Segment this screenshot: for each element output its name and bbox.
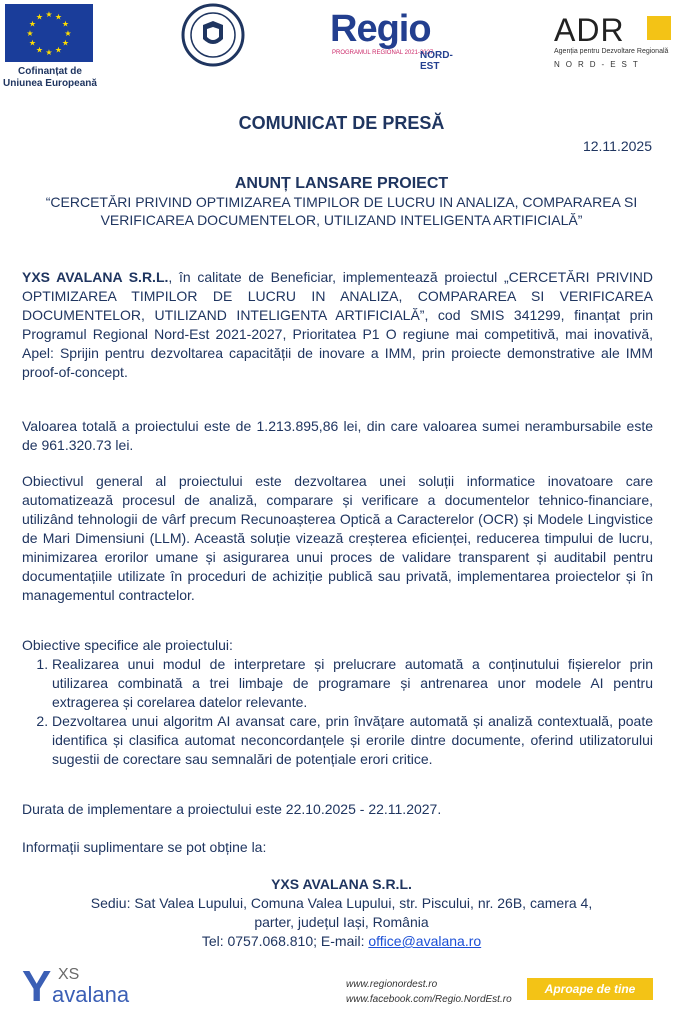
specific-objectives — [22, 636, 653, 769]
yxs-avalana-wordmark: avalana — [52, 982, 130, 1007]
list-item: 1. Realizarea unui modul de interpretare și prelucrare automată a conținutului fișierelor prin utilizarea combinată a trei limbaje de programare și antrenarea unor modele AI pentru extragerea și corelarea datelor relevante. — [52, 655, 653, 712]
svg-text:★: ★ — [61, 38, 70, 48]
yxs-avalana-logo — [22, 962, 172, 1014]
svg-text:★: ★ — [54, 12, 63, 22]
specific-objectives-title: Obiective specifice ale proiectului: — [22, 637, 233, 653]
regio-nord-est-label: NORD-EST — [420, 50, 453, 72]
yxs-y-letter: Y — [22, 962, 52, 1011]
regio-program-label: PROGRAMUL REGIONAL 2021-2027 — [332, 50, 434, 56]
adr-agency-label: Agenția pentru Dezvoltare Regională — [554, 48, 669, 55]
svg-text:★: ★ — [61, 19, 70, 29]
adr-yellow-square-icon — [647, 16, 671, 40]
adr-nord-est-label: NORD-EST — [554, 60, 644, 69]
project-title: “CERCETĂRI PRIVIND OPTIMIZAREA TIMPILOR DE LUCRU IN ANALIZA, COMPARAREA SI VERIFICAREA DOCUMENTELOR, UTILIZAND INTELIGENTA ARTIFICIALĂ” — [45, 194, 638, 228]
duration-paragraph: Durata de implementare a proiectului este 22.10.2025 - 22.11.2027. — [22, 801, 442, 817]
regio-logo — [330, 8, 470, 72]
footer-website-link[interactable]: www.regionordest.ro — [346, 979, 438, 990]
contact-phone-email — [0, 932, 683, 951]
eu-flag-logo — [5, 4, 93, 62]
objectives-list — [22, 655, 653, 769]
svg-text:★: ★ — [35, 45, 44, 55]
beneficiary-name: YXS AVALANA S.R.L. — [22, 269, 169, 285]
general-objective-paragraph: Obiectivul general al proiectului este dezvoltarea unei soluții informatice inovatoare care automatizează procesul de analiză, comparare și verificare a documentelor tehnico-financiare, utilizând tehnologii de vârf precum Recunoașterea Optică a Caracterelor (OCR) și Modele Lingvistice de Mari Dimensiuni (LLM). Această soluție vizează creșterea eficienței, reducerea timpului de lucru, minimizarea erorilor umane și asigurarea unui proces de validare transparent și auditabil pentru documentațiile utilizate în proceduri de achiziție publică sau privată, implementarea proiectelor și în managementul contractelor. — [22, 473, 653, 603]
contact-email-link[interactable]: office@avalana.ro — [368, 933, 482, 949]
eu-stars-icon — [5, 4, 93, 62]
list-item: 2. Dezvoltarea unui algoritm AI avansat care, prin învățare automată și analiză contextuală, poate identifica și clasifica automat neconcordanțele și erorile dintre documente, oferind utilizatorului sugestii de corectare sau semnalări de potențiale erori critice. — [52, 712, 653, 769]
svg-text:★: ★ — [28, 19, 37, 29]
svg-text:★: ★ — [35, 12, 44, 22]
svg-text:★: ★ — [28, 38, 37, 48]
contact-address-line-1: Sediu: Sat Valea Lupului, Comuna Valea Lupului, str. Piscului, nr. 26B, camera 4, — [90, 895, 593, 911]
svg-text:★: ★ — [64, 29, 72, 38]
announcement-heading: ANUNȚ LANSARE PROIECT — [234, 175, 449, 192]
contact-company: YXS AVALANA S.R.L. — [271, 876, 412, 892]
government-seal-icon — [181, 3, 245, 67]
more-info-paragraph: Informații suplimentare se pot obține la: — [22, 839, 267, 855]
regio-wordmark: Regio — [330, 8, 431, 50]
footer-links — [346, 977, 512, 1007]
contact-block — [0, 875, 683, 951]
contact-phone: Tel: 0757.068.810; E-mail: — [201, 933, 369, 949]
release-date: 12.11.2025 — [582, 138, 652, 154]
footer-slogan-badge: Aproape de tine — [527, 978, 653, 1000]
svg-text:★: ★ — [45, 48, 53, 57]
value-paragraph: Valoarea totală a proiectului este de 1.213.895,86 lei, din care valoarea sumei nerambursabile este de 961.320.73 lei. — [22, 418, 653, 453]
adr-logo — [554, 12, 679, 72]
intro-paragraph — [22, 268, 653, 382]
government-seal-logo — [181, 3, 245, 67]
footer-facebook-link[interactable]: www.facebook.com/Regio.NordEst.ro — [346, 994, 512, 1005]
yxs-xs-letters: XS — [58, 966, 80, 983]
svg-text:★: ★ — [54, 45, 63, 55]
contact-address-line-2: parter, județul Iași, România — [254, 914, 429, 930]
eu-caption: Cofinanțat de Uniunea Europeană — [3, 66, 97, 89]
intro-text: , în calitate de Beneficiar, implementează proiectul „CERCETĂRI PRIVIND OPTIMIZAREA TIMPILOR DE LUCRU IN ANALIZA, COMPARAREA SI VERIFICAREA DOCUMENTELOR, UTILIZAND INTELIGENTA ARTIFICIALĂ”, cod SMIS 341299, finanțat prin Programul Regional Nord-Est 2021-2027, Prioritatea P1 O regiune mai competitivă, mai inovativă, Apel: Sprijin pentru dezvoltarea capacității de inovare a IMM, prin proiecte demonstrative ale IMM proof-of-concept. — [22, 269, 653, 380]
svg-text:★: ★ — [45, 10, 53, 19]
page-title: COMUNICAT DE PRESĂ — [238, 113, 445, 133]
adr-wordmark: ADR — [554, 12, 625, 48]
svg-text:★: ★ — [26, 29, 34, 38]
